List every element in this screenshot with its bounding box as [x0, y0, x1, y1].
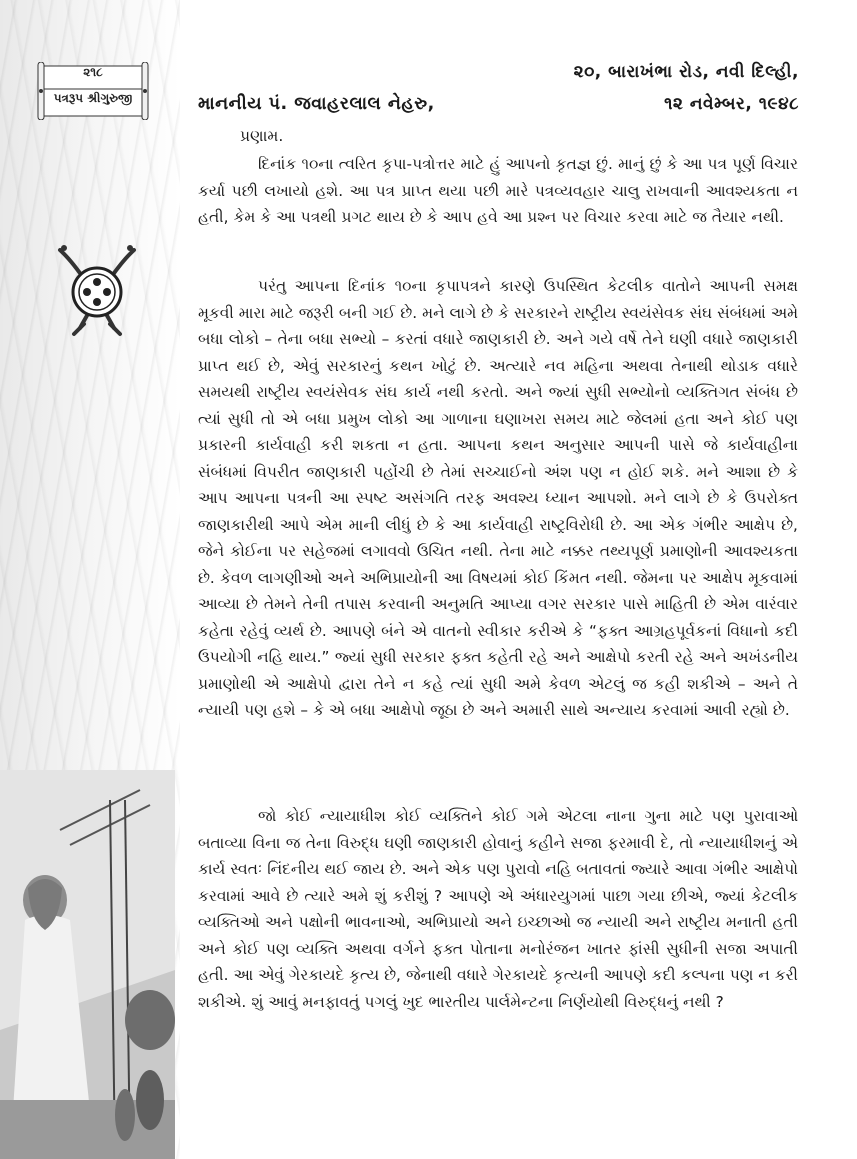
shield-swords-emblem-icon	[52, 240, 142, 340]
letter-date: ૧૨ નવેમ્બર, ૧૯૪૮	[664, 94, 799, 114]
letter-paragraph: પરંતુ આપના દિનાંક ૧૦ના કૃપાપત્રને કારણે ઉપસ્થિત કેટલીક વાતોને આપની સમક્ષ મૂકવી મારા માટે જરૂરી બની ગઈ છે. મને લાગે છે કે સરકારને રાષ્ટ્રીય સ્વયંસેવક સંઘ સંબંધમાં અમે બધા લોકો – તેના બધા સભ્યો – કરતાં વધારે જાણકારી છે. અને ગયે વર્ષે તેને ઘણી વધારે જાણકારી પ્રાપ્ત થઈ છે, એવું સરકારનું કથન ખોટું છે. અત્યારે નવ મહિના અથવા તેનાથી થોડાક વધારે સમયથી રાષ્ટ્રીય સ્વયંસેવક સંઘ કાર્ય નથી કરતો. અને જ્યાં સુધી સભ્યોનો વ્યક્તિગત સંબંધ છે ત્યાં સુધી તો એ બધા પ્રમુખ લોકો આ ગાળાના ઘણાખરા સમય માટે જેલમાં હતા અને કોઈ પણ પ્રકારની કાર્યવાહી કરી શકતા ન હતા. આપના કથન અનુસાર આપની પાસે જે કાર્યવાહીના સંબંધમાં વિપરીત જાણકારી પહોંચી છે તેમાં સચ્ચાઈનો અંશ પણ ન હોઈ શકે. મને આશા છે કે આપ આપના પત્રની આ સ્પષ્ટ અસંગતિ તરફ અવશ્ય ધ્યાન આપશો. મને લાગે છે કે ઉપરોક્ત જાણકારીથી આપે એમ માની લીધું છે કે આ કાર્યવાહી રાષ્ટ્રવિરોધી છે. આ એક ગંભીર આક્ષેપ છે, જેને કોઈના પર સહેજમાં લગાવવો ઉચિત નથી. તેના માટે નક્કર તથ્યપૂર્ણ પ્રમાણોની આવશ્યકતા છે. કેવળ લાગણીઓ અને અભિપ્રાયોની આ વિષયમાં કોઈ કિંમત નથી. જેમના પર આક્ષેપ મૂકવામાં આવ્યા છે તેમને તેની તપાસ કરવાની અનુમતિ આપ્યા વગર સરકાર પાસે માહિતી છે એમ વારંવાર કહેતા રહેવું વ્યર્થ છે. આપણે બંને એ વાતનો સ્વીકાર કરીએ કે “ફક્ત આગ્રહપૂર્વકનાં વિધાનો કદી ઉપયોગી નહિ થાય.” જ્યાં સુધી સરકાર ફક્ત કહેતી રહે અને આક્ષેપો કરતી રહે અને અખંડનીય પ્રમાણોથી એ આક્ષેપો દ્વારા તેને ન કહે ત્યાં સુધી અમે કેવળ એટલું જ કહી શકીએ – અને તે ન્યાયી પણ હશે – કે એ બધા આક્ષેપો જૂઠા છે અને અમારી સાથે અન્યાય કરવામાં આવી રહ્યો છે.	[198, 277, 798, 719]
series-title: પત્રરૂપ શ્રીગુરુજી	[53, 91, 133, 105]
decorative-side-strip	[0, 0, 180, 1159]
letter-paragraph: જો કોઈ ન્યાયાધીશ કોઈ વ્યક્તિને કોઈ ગમે એટલા નાના ગુના માટે પણ પુરાવાઓ બતાવ્યા વિના જ તેના વિરુદ્ધ ઘણી જાણકારી હોવાનું કહીને સજા ફરમાવી દે, તો ન્યાયાધીશનું એ કાર્ય સ્વતઃ નિંદનીય થઈ જાય છે. અને એક પણ પુરાવો નહિ બતાવતાં જ્યારે આવા ગંભીર આક્ષેપો કરવામાં આવે છે ત્યારે અમે શું કરીશું ? આપણે એ અંધારયુગમાં પાછા ગયા છીએ, જ્યાં કેટલીક વ્યક્તિઓ અને પક્ષોની ભાવનાઓ, અભિપ્રાયો અને ઇચ્છાઓ જ ન્યાયી અને રાષ્ટ્રીય મનાતી હતી અને કોઈ પણ વ્યક્તિ અથવા વર્ગને ફક્ત પોતાના મનોરંજન ખાતર ફાંસી સુધીની સજા અપાતી હતી. આ એવું ગેરકાયદે કૃત્ય છે, જેનાથી વધારે ગેરકાયદે કૃત્યની આપણે કદી કલ્પના પણ ન કરી શકીએ. શું આવું મનફાવતું પગલું ખુદ ભારતીય પાર્લમેન્ટના નિર્ણયોથી વિરુદ્ધનું નથી ?	[198, 807, 798, 1011]
recipient-salutation: માનનીય પં. જવાહરલાલ નેહરુ,	[198, 94, 435, 114]
greeting: પ્રણામ.	[240, 127, 284, 145]
guruji-photo	[0, 770, 175, 1159]
letter-paragraph: દિનાંક ૧૦ના ત્વરિત કૃપા-પત્રોત્તર માટે હું આપનો કૃતજ્ઞ છું. માનું છું કે આ પત્ર પૂર્ણ વિચાર કર્યા પછી લખાયો હશે. આ પત્ર પ્રાપ્ત થયા પછી મારે પત્રવ્યવહાર ચાલુ રાખવાની આવશ્યકતા ન હતી, કેમ કે આ પત્રથી પ્રગટ થાય છે કે આપ હવે આ પ્રશ્ન પર વિચાર કરવા માટે જ તૈયાર નથી.	[198, 155, 798, 226]
page-header-scroll	[36, 62, 150, 120]
page-number: ૨૧૮	[83, 65, 103, 79]
sender-address: ૨૦, બારાખંભા રોડ, નવી દિલ્હી,	[573, 62, 799, 82]
